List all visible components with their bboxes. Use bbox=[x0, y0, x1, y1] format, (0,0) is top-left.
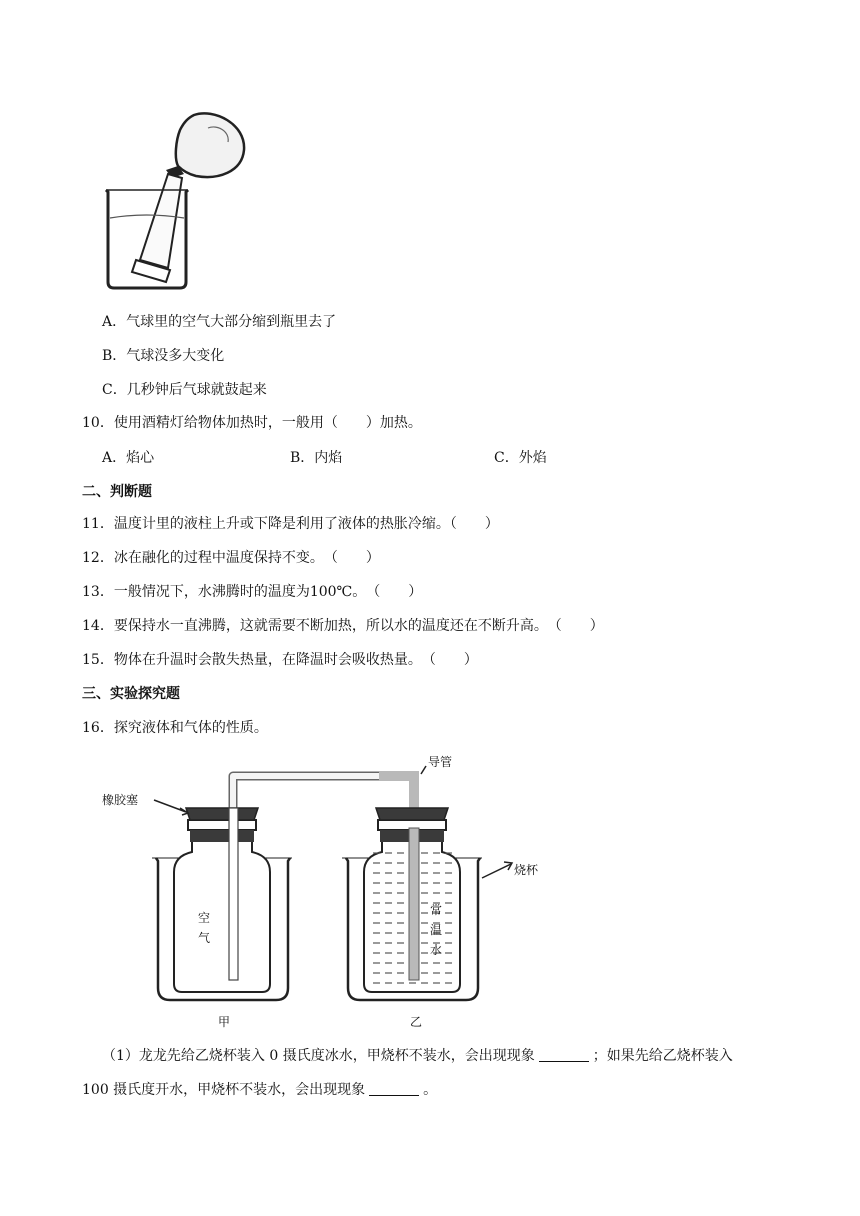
judgment-item-12: 12．冰在融化的过程中温度保持不变。 （ ） bbox=[82, 550, 380, 566]
label-beaker: 烧杯 bbox=[514, 863, 539, 877]
label-right-content-3: 水 bbox=[430, 943, 443, 957]
q9-option-c: C．几秒钟后气球就鼓起来 bbox=[102, 382, 267, 398]
q10-option-c: C．外焰 bbox=[494, 450, 547, 466]
q9-option-a: A．气球里的空气大部分缩到瓶里去了 bbox=[102, 314, 337, 330]
experiment-diagram bbox=[96, 748, 576, 1030]
label-right-content-2: 温 bbox=[430, 923, 443, 937]
label-rubber-stopper: 橡胶塞 bbox=[102, 793, 139, 807]
label-left-content-2: 气 bbox=[198, 931, 211, 945]
q10-option-a: A．焰心 bbox=[102, 450, 155, 466]
answer-blank-2[interactable] bbox=[369, 1081, 419, 1096]
q16-sub1-line2 bbox=[82, 1080, 437, 1100]
label-right-name: 乙 bbox=[410, 1015, 423, 1029]
q10-stem: 10．使用酒精灯给物体加热时，一般用（ ）加热。 bbox=[82, 415, 422, 431]
q16-sub1-text-b: ；如果先给乙烧杯装入 bbox=[592, 1048, 733, 1064]
q9-option-b: B．气球没多大变化 bbox=[102, 348, 225, 364]
q16-sub1-line1 bbox=[102, 1046, 733, 1066]
label-left-name: 甲 bbox=[218, 1015, 231, 1029]
section-experiment-title: 三、实验探究题 bbox=[82, 686, 180, 702]
answer-blank-1[interactable] bbox=[539, 1047, 589, 1062]
q16-sub1-text-d: 。 bbox=[423, 1082, 438, 1098]
label-left-content-1: 空 bbox=[198, 911, 211, 925]
label-right-content-1: 常 bbox=[430, 903, 443, 917]
q16-sub1-text-c: 100 摄氏度开水，甲烧杯不装水，会出现现象 bbox=[82, 1082, 366, 1098]
judgment-item-15: 15．物体在升温时会散失热量，在降温时会吸收热量。 （ ） bbox=[82, 652, 478, 668]
judgment-item-13: 13．一般情况下，水沸腾时的温度为100℃。 （ ） bbox=[82, 584, 423, 600]
label-tube: 导管 bbox=[428, 755, 453, 769]
judgment-item-14: 14．要保持水一直沸腾，这就需要不断加热，所以水的温度还在不断升高。 （ ） bbox=[82, 618, 604, 634]
q10-option-b: B．内焰 bbox=[290, 450, 343, 466]
section-judgment-title: 二、判断题 bbox=[82, 484, 152, 500]
judgment-item-11: 11．温度计里的液柱上升或下降是利用了液体的热胀冷缩。（ ） bbox=[82, 516, 499, 532]
balloon-bottle-figure bbox=[96, 110, 256, 290]
q16-stem: 16．探究液体和气体的性质。 bbox=[82, 720, 268, 736]
q16-sub1-text-a: （1）龙龙先给乙烧杯装入 0 摄氏度冰水，甲烧杯不装水，会出现现象 bbox=[102, 1048, 535, 1064]
